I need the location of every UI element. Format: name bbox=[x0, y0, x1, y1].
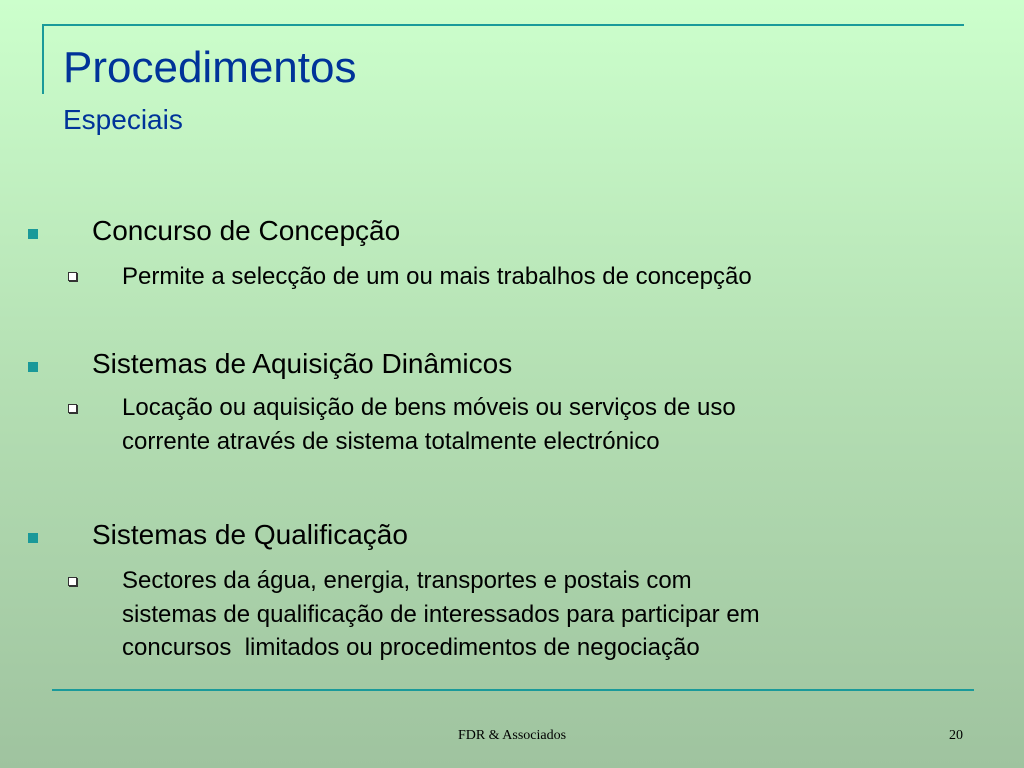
slide-subtitle: Especiais bbox=[63, 104, 183, 135]
sub-bullet-text: Permite a selecção de um ou mais trabalhos de concepção bbox=[122, 263, 752, 290]
sub-bullet-text: Sectores da água, energia, transportes e postais com sistemas de qualificação de interessados para participar em concursos limitados ou procedimentos de negociação bbox=[122, 567, 760, 661]
slide-title: Procedimentos bbox=[63, 43, 357, 92]
square-bullet-icon bbox=[28, 533, 38, 543]
hollow-square-bullet-icon bbox=[68, 404, 77, 413]
title-frame-top-rule bbox=[42, 24, 964, 26]
footer-rule bbox=[52, 689, 974, 691]
sub-bullet-text: Locação ou aquisição de bens móveis ou serviços de uso corrente através de sistema totalmente electrónico bbox=[122, 394, 736, 455]
bullet-label: Sistemas de Aquisição Dinâmicos bbox=[92, 348, 513, 379]
square-bullet-icon bbox=[28, 229, 38, 239]
hollow-square-bullet-icon bbox=[68, 577, 77, 586]
square-bullet-icon bbox=[28, 362, 38, 372]
page-number: 20 bbox=[949, 728, 963, 743]
hollow-square-bullet-icon bbox=[68, 272, 77, 281]
title-frame-left-rule bbox=[42, 24, 44, 94]
bullet-label: Sistemas de Qualificação bbox=[92, 519, 408, 550]
footer-text: FDR & Associados bbox=[457, 728, 567, 743]
bullet-label: Concurso de Concepção bbox=[92, 215, 401, 246]
